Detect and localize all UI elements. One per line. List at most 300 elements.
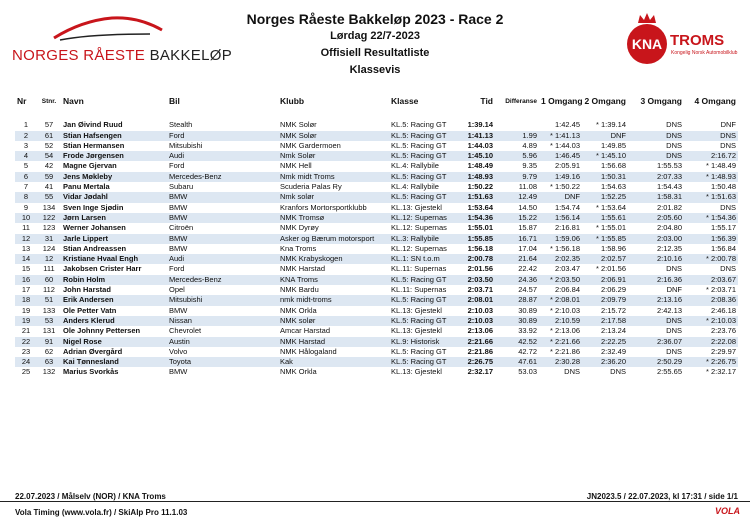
table-row <box>15 316 738 326</box>
cell-nr: 19 <box>15 316 37 326</box>
cell-bil: BMW <box>167 234 278 244</box>
cell-diff: 30.89 <box>495 316 539 326</box>
cell-diff: 42.72 <box>518 346 537 356</box>
cell-navn: Werner Johansen <box>63 223 126 233</box>
cell-klubb: NMK Solør <box>278 131 389 141</box>
cell-diff: 22.42 <box>518 264 537 274</box>
table-row <box>15 264 738 274</box>
cell-tid: 1:45.10 <box>457 151 495 161</box>
cell-diff: 47.61 <box>495 357 539 367</box>
cell-navn: Nigel Rose <box>61 337 167 347</box>
cell-navn: Jakobsen Crister Harr <box>63 264 142 274</box>
cell-omgang-1: * 2:21.66 <box>539 337 582 347</box>
cell-bil: Citroën <box>169 223 194 233</box>
cell-omgang-3: 1:58.31 <box>628 192 684 202</box>
cell-nr: 5 <box>23 161 29 171</box>
cell-omgang-2: 2:17.58 <box>582 316 628 326</box>
cell-navn: Jarle Lippert <box>61 234 167 244</box>
cell-omgang-3: 1:54.43 <box>656 182 682 192</box>
cell-stnr: 124 <box>42 243 56 253</box>
cell-stnr: 131 <box>42 326 56 336</box>
cell-omgang-1: * 1:56.18 <box>549 243 580 253</box>
cell-diff: 24.57 <box>518 285 537 295</box>
cell-navn: Kai Tønnesland <box>61 357 167 367</box>
nrb-logo <box>12 12 233 72</box>
cell-navn: Robin Holm <box>61 275 167 285</box>
table-row <box>15 161 738 171</box>
cell-stnr: 54 <box>37 151 61 161</box>
cell-omgang-1: 1:46.45 <box>539 151 582 161</box>
cell-omgang-2: 2:09.79 <box>582 295 628 305</box>
cell-omgang-1: 1:49.16 <box>539 172 582 182</box>
cell-omgang-3: 2:03.00 <box>628 234 684 244</box>
cell-nr: 10 <box>15 213 37 223</box>
cell-navn: Stian Andreassen <box>63 243 127 253</box>
cell-klasse: KL.5: Racing GT <box>389 316 457 326</box>
cell-omgang-3: 1:55.53 <box>656 161 682 171</box>
cell-diff: 4.89 <box>522 140 537 150</box>
cell-diff: 15.22 <box>495 213 539 223</box>
cell-omgang-1: * 2:10.03 <box>549 305 580 315</box>
cell-diff: 24.36 <box>495 275 539 285</box>
title-block <box>200 10 550 79</box>
cell-klasse: KL.5: Racing GT <box>389 131 457 141</box>
cell-klubb: NMK Hålogaland <box>280 346 337 356</box>
cell-navn: Magne Gjervan <box>63 161 117 171</box>
cell-diff: 33.92 <box>518 326 537 336</box>
cell-nr: 13 <box>21 243 31 253</box>
cell-klasse: KL.11: Supernas <box>391 264 447 274</box>
cell-nr: 4 <box>15 151 37 161</box>
cell-klasse: KL.11: Supernas <box>391 285 447 295</box>
cell-omgang-2: 1:55.61 <box>582 213 628 223</box>
cell-omgang-4: 2:22.08 <box>684 337 738 347</box>
results-table <box>15 92 738 378</box>
cell-klubb: NMK Tromsø <box>278 213 389 223</box>
cell-omgang-3: DNS <box>666 264 682 274</box>
cell-tid: 1:41.13 <box>457 131 495 141</box>
cell-stnr: 62 <box>44 346 54 356</box>
cell-omgang-2: 2:32.49 <box>600 346 626 356</box>
cell-omgang-4: 2:16.72 <box>684 151 738 161</box>
cell-omgang-4: * 2:10.03 <box>684 316 738 326</box>
cell-diff: 12.49 <box>495 192 539 202</box>
cell-diff: 11.08 <box>518 182 537 192</box>
cell-diff: 1.99 <box>495 131 539 141</box>
cell-omgang-1: * 1:50.22 <box>549 182 580 192</box>
cell-klubb: NMK Hell <box>280 161 312 171</box>
cell-stnr: 111 <box>43 264 55 274</box>
cell-omgang-3: 2:07.33 <box>628 172 684 182</box>
cell-omgang-1: 1:54.74 <box>554 202 580 212</box>
cell-klasse: KL.13: Gjestekl <box>391 305 442 315</box>
cell-navn: Jan Øivind Ruud <box>63 120 123 130</box>
table-row <box>15 306 738 316</box>
cell-omgang-1: 2:16.81 <box>554 223 580 233</box>
cell-omgang-4: 2:08.36 <box>684 295 738 305</box>
cell-tid: 2:26.75 <box>457 357 495 367</box>
cell-omgang-4: 1:50.48 <box>710 182 736 192</box>
cell-diff: 9.35 <box>522 161 537 171</box>
cell-omgang-3: 2:10.16 <box>628 254 684 264</box>
cell-navn: Kristiane Hvaal Engh <box>61 254 167 264</box>
cell-nr: 18 <box>15 295 37 305</box>
cell-bil: Mitsubishi <box>169 140 203 150</box>
cell-klubb: Asker og Bærum motorsport <box>278 234 389 244</box>
cell-tid: 2:00.78 <box>457 254 495 264</box>
cell-bil: Stealth <box>169 120 193 130</box>
table-row <box>15 275 738 285</box>
cell-omgang-3: DNS <box>628 131 684 141</box>
cell-klubb: NMK solør <box>278 316 389 326</box>
cell-nr: 1 <box>23 120 29 130</box>
cell-klubb: Scuderia Palas Ry <box>280 182 342 192</box>
cell-tid: 2:10.03 <box>467 305 493 315</box>
cell-bil: Mercedes-Benz <box>167 275 278 285</box>
table-row <box>15 131 738 141</box>
cell-klubb: Nmk solør <box>278 192 389 202</box>
cell-klasse: KL.5: Racing GT <box>391 120 447 130</box>
cell-bil: Toyota <box>167 357 278 367</box>
cell-bil: Ford <box>169 264 185 274</box>
table-row <box>15 203 738 213</box>
cell-stnr: 132 <box>42 367 56 377</box>
cell-navn: Ole Petter Vatn <box>63 305 117 315</box>
cell-omgang-4: * 2:26.75 <box>684 357 738 367</box>
cell-omgang-4: * 1:54.36 <box>684 213 738 223</box>
col-navn: Navn <box>63 96 84 106</box>
cell-omgang-1: 2:06.84 <box>554 285 580 295</box>
col-omgang-2: 2 Omgang <box>584 96 626 106</box>
cell-tid: 2:13.06 <box>467 326 493 336</box>
cell-omgang-1: DNS <box>564 367 580 377</box>
table-row <box>15 357 738 367</box>
cell-nr: 15 <box>21 264 31 274</box>
cell-navn: Frode Jørgensen <box>61 151 167 161</box>
cell-navn: Stian Hafsengen <box>61 131 167 141</box>
cell-navn: Marius Svorkås <box>63 367 119 377</box>
cell-klubb: Amcar Harstad <box>280 326 331 336</box>
cell-omgang-1: * 1:41.13 <box>539 131 582 141</box>
cell-tid: 1:50.22 <box>467 182 493 192</box>
cell-omgang-2: * 1:55.85 <box>582 234 628 244</box>
cell-bil: BMW <box>169 243 188 253</box>
cell-nr: 23 <box>21 346 31 356</box>
cell-nr: 6 <box>15 172 37 182</box>
cell-omgang-2: 1:49.85 <box>600 140 626 150</box>
cell-klasse: KL.5: Racing GT <box>389 192 457 202</box>
cell-nr: 2 <box>15 131 37 141</box>
cell-omgang-1: * 2:21.86 <box>549 346 580 356</box>
cell-klasse: KL.13: Gjestekl <box>391 202 442 212</box>
cell-bil: Volvo <box>169 346 188 356</box>
cell-stnr: 31 <box>37 234 61 244</box>
cell-omgang-4: DNS <box>720 140 736 150</box>
cell-omgang-4: DNS <box>720 202 736 212</box>
cell-diff: 21.64 <box>495 254 539 264</box>
cell-omgang-1: 2:10.59 <box>539 316 582 326</box>
cell-omgang-2: * 1:39.14 <box>595 120 626 130</box>
cell-klasse: KL.5: Racing GT <box>391 346 447 356</box>
cell-omgang-4: * 2:00.78 <box>684 254 738 264</box>
table-row <box>15 213 738 223</box>
cell-bil: Subaru <box>169 182 194 192</box>
table-row <box>15 337 738 347</box>
cell-klubb: NMK Orkla <box>280 367 317 377</box>
cell-stnr: 61 <box>37 131 61 141</box>
cell-tid: 2:21.86 <box>467 346 493 356</box>
nrb-logo-text: NORGES RÅESTE BAKKELØP <box>12 47 233 64</box>
cell-omgang-3: DNS <box>628 316 684 326</box>
cell-omgang-1: 2:30.28 <box>539 357 582 367</box>
cell-omgang-2: 1:50.31 <box>582 172 628 182</box>
col-stnr: Stnr. <box>41 97 57 105</box>
cell-klubb: NMK Solør <box>280 120 317 130</box>
cell-omgang-3: DNS <box>628 151 684 161</box>
cell-tid: 1:54.36 <box>457 213 495 223</box>
cell-omgang-3: DNS <box>666 326 682 336</box>
table-row <box>15 141 738 151</box>
cell-klasse: KL.5: Racing GT <box>389 275 457 285</box>
cell-nr: 24 <box>15 357 37 367</box>
cell-nr: 17 <box>21 285 31 295</box>
cell-klubb: KNA Troms <box>278 275 389 285</box>
cell-klubb: Kna Troms <box>280 243 317 253</box>
cell-omgang-4: 2:29.97 <box>710 346 736 356</box>
cell-tid: 1:39.14 <box>467 120 493 130</box>
cell-bil: Ford <box>169 161 185 171</box>
cell-omgang-4: DNF <box>720 120 736 130</box>
cell-bil: BMW <box>167 213 278 223</box>
col-diff: Differanse <box>505 97 537 105</box>
cell-diff: 53.03 <box>518 367 537 377</box>
cell-stnr: 134 <box>42 202 56 212</box>
cell-tid: 1:51.63 <box>457 192 495 202</box>
cell-klubb: NMK Harstad <box>278 337 389 347</box>
table-row <box>15 234 738 244</box>
cell-navn: Jørn Larsen <box>61 213 167 223</box>
cell-navn: Ole Johnny Pettersen <box>63 326 141 336</box>
cell-omgang-4: 1:56.39 <box>684 234 738 244</box>
cell-tid: 2:03.71 <box>467 285 493 295</box>
cell-omgang-3: 2:42.13 <box>656 305 682 315</box>
footer-event-info: 22.07.2023 / Målselv (NOR) / KNA Troms <box>15 492 166 501</box>
table-row <box>15 367 738 377</box>
cell-klubb: NMK Bardu <box>280 285 319 295</box>
table-row <box>15 326 738 336</box>
cell-klasse: KL.5: Racing GT <box>389 295 457 305</box>
cell-omgang-4: 1:55.17 <box>710 223 736 233</box>
kna-badge: KNA <box>627 24 667 64</box>
cell-omgang-2: 2:13.24 <box>600 326 626 336</box>
cell-tid: 2:10.03 <box>457 316 495 326</box>
cell-omgang-1: * 2:03.50 <box>539 275 582 285</box>
table-row <box>15 120 738 130</box>
cell-tid: 2:01.56 <box>467 264 493 274</box>
cell-omgang-3: DNS <box>666 140 682 150</box>
cell-stnr: 91 <box>37 337 61 347</box>
cell-tid: 2:03.50 <box>457 275 495 285</box>
cell-klubb: nmk midt-troms <box>278 295 389 305</box>
cell-omgang-2: * 1:55.01 <box>595 223 626 233</box>
cell-omgang-2: * 2:01.56 <box>595 264 626 274</box>
cell-klasse: KL.12: Supernas <box>391 243 447 253</box>
cell-klubb: NMK Gardermoen <box>280 140 341 150</box>
col-tid: Tid <box>480 96 493 106</box>
cell-omgang-2: 2:15.72 <box>600 305 626 315</box>
cell-omgang-3: 2:12.35 <box>656 243 682 253</box>
cell-klubb: NMK Harstad <box>280 264 326 274</box>
cell-nr: 19 <box>21 305 31 315</box>
cell-tid: 1:55.01 <box>467 223 493 233</box>
cell-diff: 15.87 <box>518 223 537 233</box>
cell-klasse: KL.1: SN t.o.m <box>389 254 457 264</box>
cell-klasse: KL.5: Racing GT <box>391 140 447 150</box>
cell-nr: 14 <box>15 254 37 264</box>
cell-bil: BMW <box>167 192 278 202</box>
page-title: Norges Råeste Bakkeløp 2023 - Race 2 <box>246 11 504 27</box>
cell-bil: Nissan <box>167 316 278 326</box>
col-nr: Nr <box>17 96 27 106</box>
cell-klasse: KL.12: Supernas <box>389 213 457 223</box>
cell-stnr: 59 <box>37 172 61 182</box>
cell-omgang-3: 2:13.16 <box>628 295 684 305</box>
cell-stnr: 52 <box>44 140 54 150</box>
cell-omgang-2: DNF <box>582 131 628 141</box>
cell-omgang-2: 2:22.25 <box>582 337 628 347</box>
cell-nr: 16 <box>15 275 37 285</box>
table-row <box>15 223 738 233</box>
cell-klasse: KL.3: Rallybile <box>389 234 457 244</box>
col-omgang-4: 4 Omgang <box>694 96 736 106</box>
cell-navn: Panu Mertala <box>63 182 110 192</box>
header-row <box>15 92 738 110</box>
cell-omgang-4: 2:03.67 <box>684 275 738 285</box>
cell-navn: Erik Andersen <box>61 295 167 305</box>
col-omgang-1: 1 Omgang <box>541 96 583 106</box>
cell-klubb: Nmk Solør <box>278 151 389 161</box>
cell-omgang-4: 1:56.84 <box>710 243 736 253</box>
cell-tid: 1:48.93 <box>457 172 495 182</box>
cell-omgang-3: DNS <box>666 346 682 356</box>
kna-logo <box>625 10 745 70</box>
cell-diff: 17.04 <box>518 243 537 253</box>
cell-omgang-2: 1:52.25 <box>582 192 628 202</box>
cell-omgang-1: 1:42.45 <box>554 120 580 130</box>
cell-bil: Mercedes-Benz <box>167 172 278 182</box>
cell-nr: 11 <box>22 223 30 233</box>
cell-omgang-1: 1:59.06 <box>539 234 582 244</box>
cell-nr: 12 <box>15 234 37 244</box>
cell-omgang-4: 2:46.18 <box>710 305 736 315</box>
cell-omgang-2: 1:58.96 <box>600 243 626 253</box>
col-klubb: Klubb <box>280 96 305 106</box>
crown-icon <box>637 12 657 24</box>
cell-omgang-1: * 2:13.06 <box>549 326 580 336</box>
cell-klubb: Kak <box>278 357 389 367</box>
cell-navn: John Harstad <box>63 285 111 295</box>
cell-omgang-2: 1:56.68 <box>600 161 626 171</box>
cell-stnr: 41 <box>44 182 54 192</box>
cell-klubb: NMK Orkla <box>280 305 317 315</box>
col-klasse: Klasse <box>391 96 419 106</box>
cell-diff: 14.50 <box>518 202 537 212</box>
cell-stnr: 112 <box>43 285 55 295</box>
vola-logo: VOLA <box>714 506 740 516</box>
cell-bil: Austin <box>167 337 278 347</box>
cell-stnr: 55 <box>37 192 61 202</box>
cell-omgang-4: * 2:03.71 <box>705 285 736 295</box>
cell-stnr: 133 <box>42 305 56 315</box>
cell-tid: 2:21.66 <box>457 337 495 347</box>
cell-bil: BMW <box>169 202 188 212</box>
cell-diff: 28.87 <box>495 295 539 305</box>
cell-klasse: KL.5: Racing GT <box>389 172 457 182</box>
cell-omgang-2: DNS <box>610 367 626 377</box>
table-row <box>15 285 738 295</box>
cell-omgang-2: 2:06.29 <box>600 285 626 295</box>
cell-omgang-1: 2:03.47 <box>554 264 580 274</box>
cell-klubb: NMK Dyrøy <box>280 223 319 233</box>
cell-tid: 2:08.01 <box>457 295 495 305</box>
cell-tid: 1:53.64 <box>467 202 493 212</box>
cell-stnr: 12 <box>37 254 61 264</box>
cell-tid: 1:56.18 <box>467 243 493 253</box>
cell-omgang-3: 2:50.29 <box>628 357 684 367</box>
cell-omgang-2: * 1:45.10 <box>582 151 628 161</box>
cell-omgang-1: 2:05.91 <box>554 161 580 171</box>
cell-diff: 30.89 <box>518 305 537 315</box>
cell-diff: 42.52 <box>495 337 539 347</box>
cell-tid: 1:48.49 <box>467 161 493 171</box>
cell-omgang-3: 2:36.07 <box>628 337 684 347</box>
cell-stnr: 57 <box>44 120 54 130</box>
table-row <box>15 182 738 192</box>
race-date: Lørdag 22/7-2023 <box>330 30 420 42</box>
cell-diff: 9.79 <box>495 172 539 182</box>
cell-omgang-3: 2:55.65 <box>656 367 682 377</box>
grouping-label: Klassevis <box>349 64 401 76</box>
cell-klasse: KL.4: Rallybile <box>391 161 439 171</box>
cell-bil: Chevrolet <box>169 326 202 336</box>
cell-navn: Stian Hermansen <box>63 140 125 150</box>
cell-omgang-3: DNS <box>666 120 682 130</box>
table-row <box>15 172 738 182</box>
cell-bil: Mitsubishi <box>167 295 278 305</box>
cell-nr: 9 <box>23 202 29 212</box>
cell-omgang-3: 2:01.82 <box>656 202 682 212</box>
cell-omgang-2: 2:36.20 <box>582 357 628 367</box>
cell-stnr: 122 <box>37 213 61 223</box>
cell-klasse: KL.5: Racing GT <box>389 357 457 367</box>
cell-klasse: KL.13: Gjestekl <box>391 326 442 336</box>
footer-timing: Vola Timing (www.vola.fr) / SkiAlp Pro 11.1.03 <box>15 508 188 517</box>
cell-stnr: 53 <box>37 316 61 326</box>
page-subtitle: Offisiell Resultatliste <box>320 47 430 59</box>
cell-diff: 5.96 <box>495 151 539 161</box>
table-row <box>15 254 738 264</box>
cell-klasse: KL.12: Supernas <box>391 223 447 233</box>
cell-bil: Ford <box>167 131 278 141</box>
cell-nr: 8 <box>15 192 37 202</box>
footer-divider <box>0 501 750 502</box>
cell-bil: BMW <box>169 367 188 377</box>
cell-stnr: 42 <box>44 161 54 171</box>
cell-navn: Anders Klerud <box>61 316 167 326</box>
cell-bil: BMW <box>169 305 188 315</box>
cell-navn: Sven Inge Sjødin <box>63 202 124 212</box>
cell-omgang-4: * 2:32.17 <box>705 367 736 377</box>
